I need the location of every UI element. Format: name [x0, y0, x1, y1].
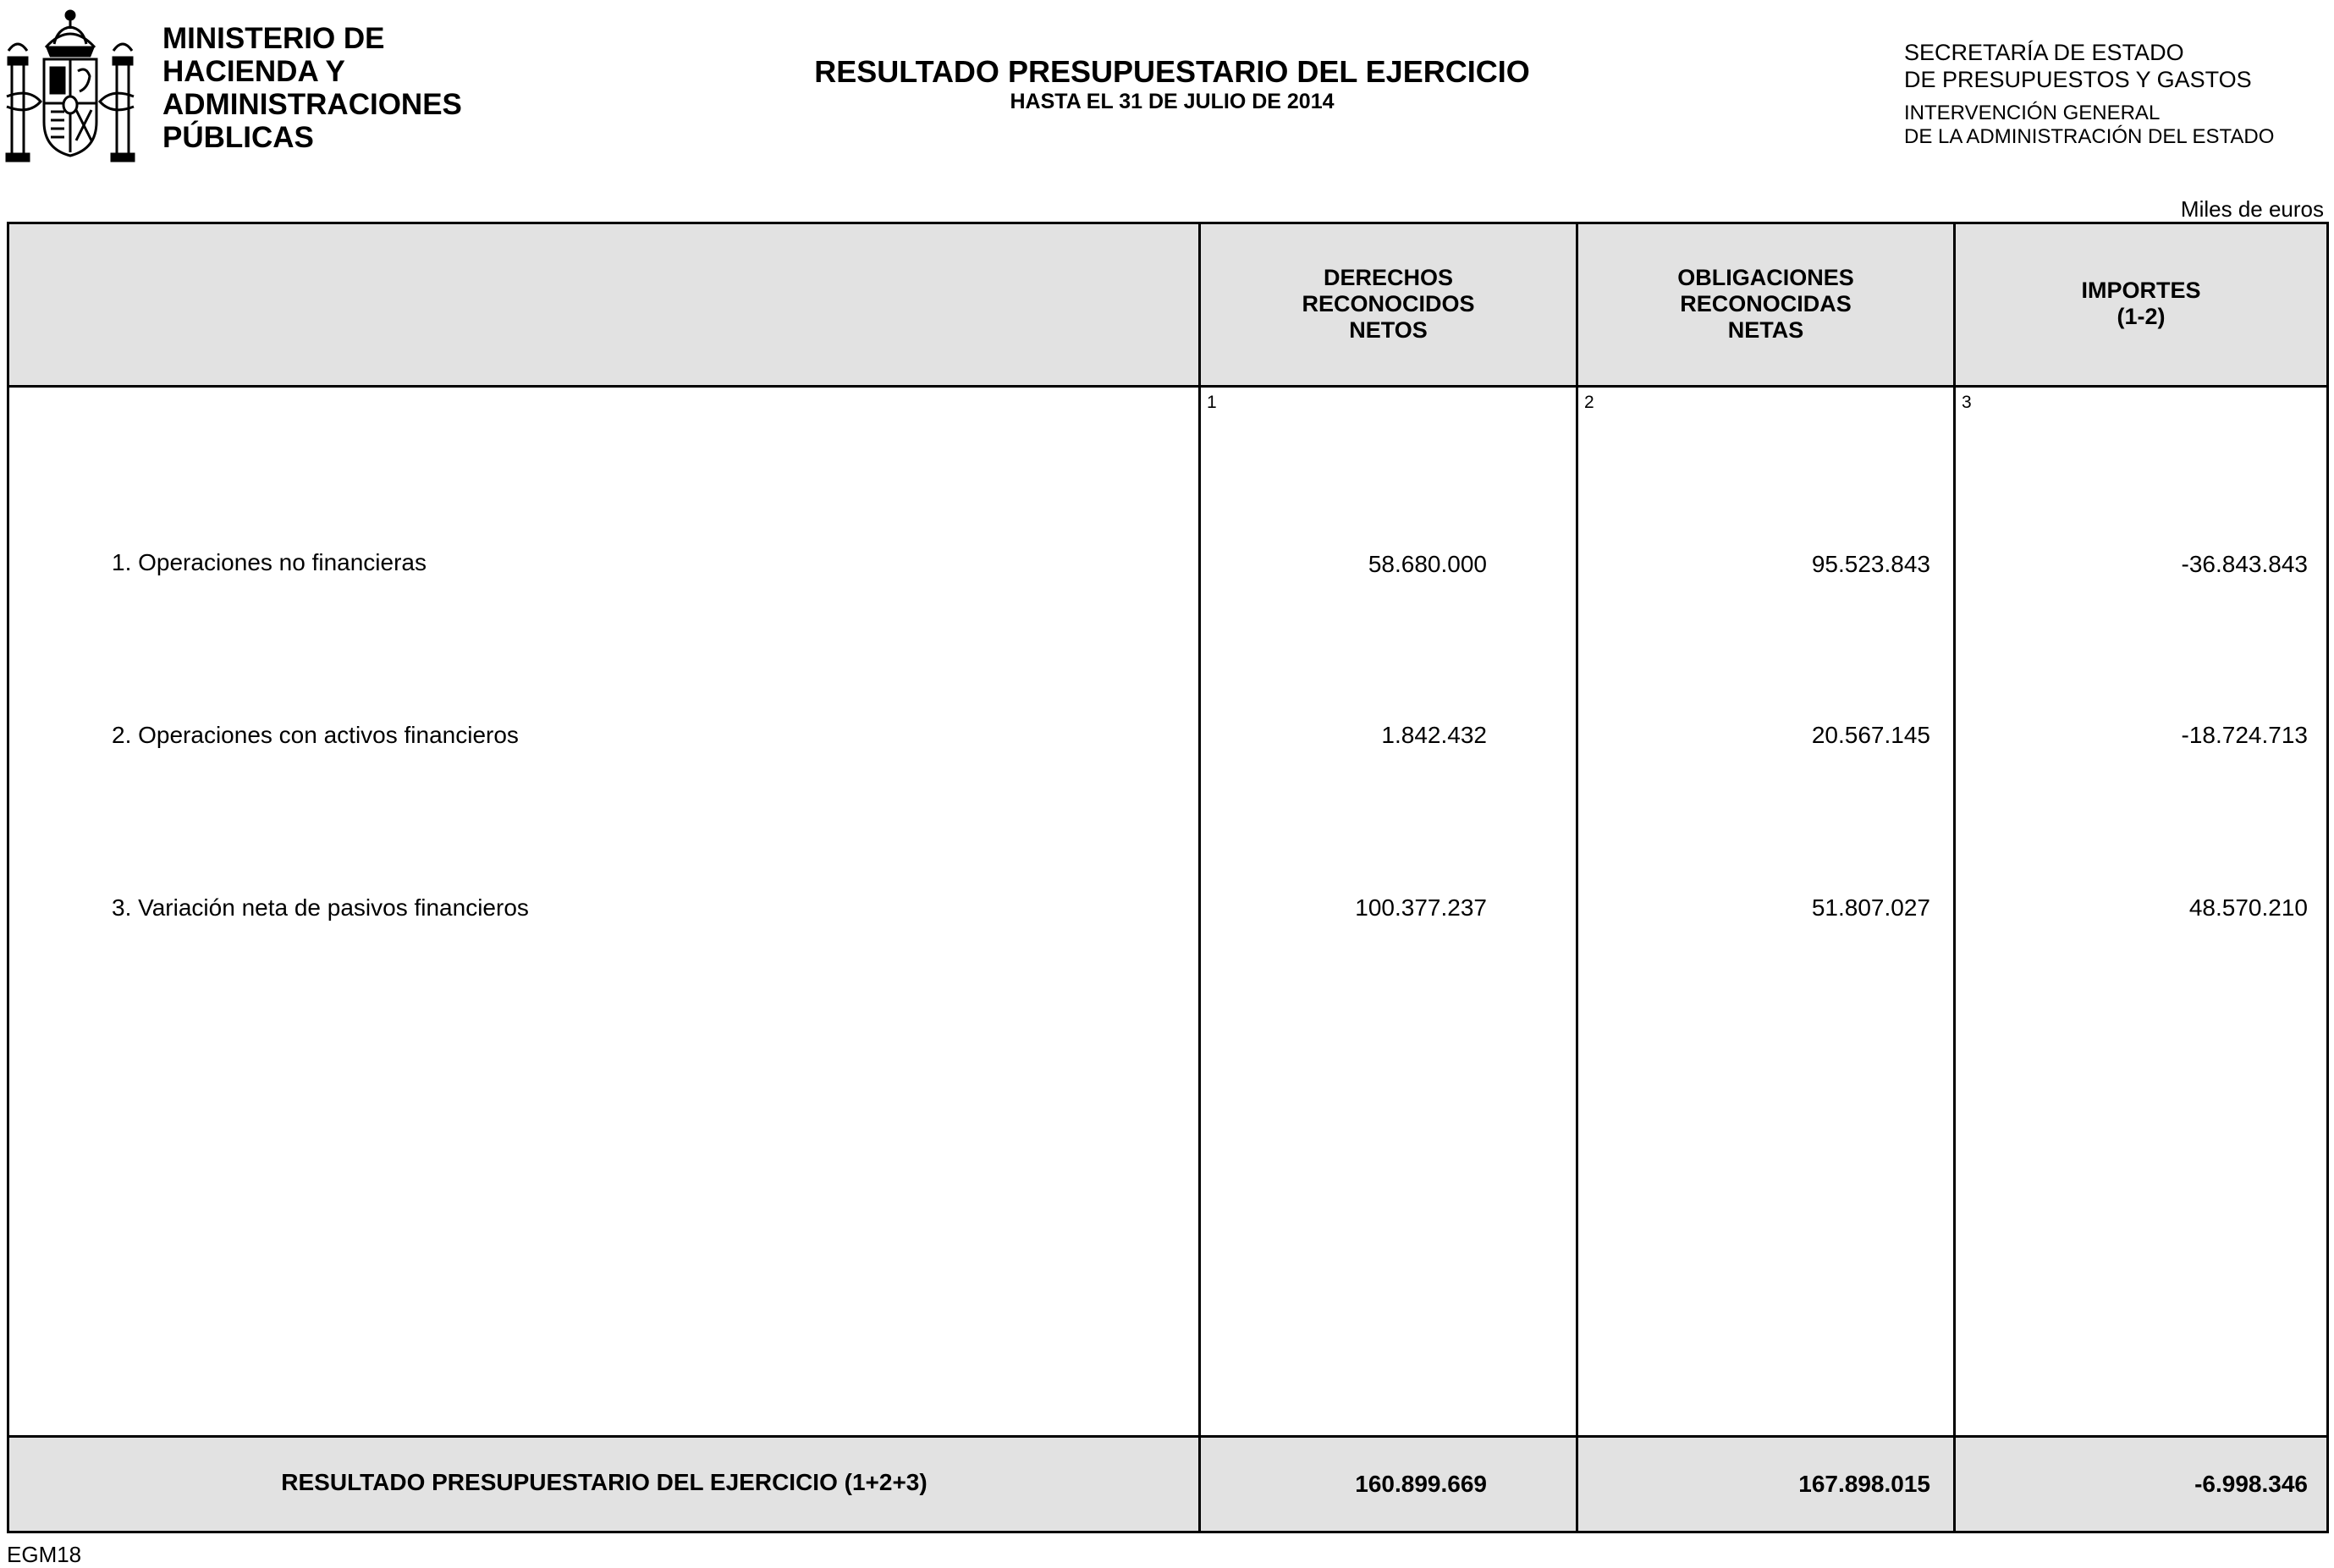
cell-importes: -36.843.843 [2181, 551, 2308, 577]
row-label: 1. Operaciones no financieras [112, 549, 427, 575]
column-header-obligaciones [1578, 265, 1953, 344]
column-number: 1 [1207, 393, 1217, 412]
report-title-block [762, 54, 1583, 113]
column-divider [1576, 222, 1578, 1533]
table-frame [7, 222, 2329, 1533]
intervencion-line: INTERVENCIÓN GENERAL [1904, 102, 2161, 124]
cell-obligaciones: 95.523.843 [1811, 551, 1930, 577]
column-header-line: (1-2) [2117, 304, 2166, 329]
secretaria-line: SECRETARÍA DE ESTADO [1904, 40, 2184, 65]
cell-importes: -18.724.713 [2181, 722, 2308, 748]
cell-obligaciones: 51.807.027 [1811, 894, 1930, 921]
column-divider [1953, 222, 1956, 1533]
units-label: Miles de euros [2180, 196, 2324, 222]
report-title: RESULTADO PRESUPUESTARIO DEL EJERCICIO [814, 54, 1530, 89]
cell-derechos: 1.842.432 [1381, 722, 1487, 748]
total-obligaciones: 167.898.015 [1798, 1471, 1930, 1497]
column-divider [1198, 222, 1201, 1533]
cell-importes: 48.570.210 [2188, 894, 2308, 921]
secretaria-block [1904, 39, 2252, 93]
total-row-label: RESULTADO PRESUPUESTARIO DEL EJERCICIO (1+2+3) [281, 1469, 928, 1495]
total-importes: -6.998.346 [2194, 1471, 2308, 1497]
column-header-line: IMPORTES [2081, 278, 2201, 303]
cell-obligaciones: 20.567.145 [1811, 722, 1930, 748]
cell-derechos: 100.377.237 [1355, 894, 1487, 921]
total-derechos: 160.899.669 [1355, 1471, 1487, 1497]
ministry-name [162, 22, 462, 154]
ministry-line: ADMINISTRACIONES [162, 88, 462, 121]
total-divider [7, 1435, 2329, 1438]
column-header-line: DERECHOS [1323, 265, 1454, 290]
intervencion-block [1904, 102, 2274, 149]
form-code: EGM18 [7, 1542, 82, 1567]
row-label: 2. Operaciones con activos financieros [112, 722, 519, 748]
ministry-line: MINISTERIO DE [162, 22, 385, 55]
report-subtitle: HASTA EL 31 DE JULIO DE 2014 [1010, 90, 1335, 113]
column-header-line: OBLIGACIONES [1677, 265, 1854, 290]
column-header-importes [1956, 278, 2326, 330]
column-number: 3 [1962, 393, 1972, 412]
header-divider [7, 385, 2329, 388]
ministry-line: PÚBLICAS [162, 121, 314, 154]
column-number: 2 [1584, 393, 1594, 412]
row-label: 3. Variación neta de pasivos financieros [112, 894, 529, 921]
column-header-line: RECONOCIDOS [1302, 291, 1475, 316]
ministry-line: HACIENDA Y [162, 55, 345, 88]
intervencion-line: DE LA ADMINISTRACIÓN DEL ESTADO [1904, 125, 2275, 148]
column-header-line: NETAS [1727, 317, 1804, 343]
column-header-line: NETOS [1349, 317, 1428, 343]
column-header-line: RECONOCIDAS [1680, 291, 1852, 316]
secretaria-line: DE PRESUPUESTOS Y GASTOS [1904, 67, 2252, 92]
column-header-derechos [1201, 265, 1576, 344]
cell-derechos: 58.680.000 [1368, 551, 1487, 577]
coat-of-arms-icon [3, 3, 137, 164]
